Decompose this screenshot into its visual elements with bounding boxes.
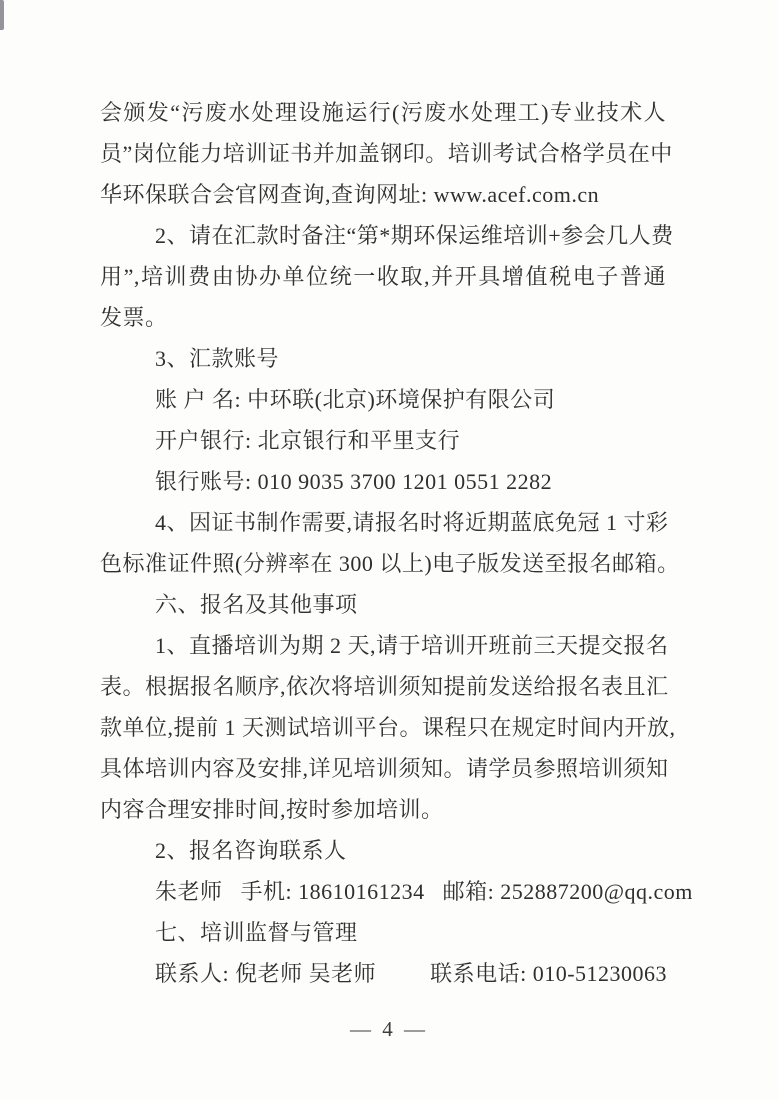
scan-artifact-mark xyxy=(0,0,4,30)
text-line: 具体培训内容及安排,详见培训须知。请学员参照培训须知 xyxy=(100,756,669,781)
text-line: 2、请在汇款时备注“第*期环保运维培训+参会几人费 xyxy=(155,223,674,248)
document-body xyxy=(100,92,693,994)
text-line: 联系人: 倪老师 吴老师 联系电话: 010-51230063 xyxy=(155,961,668,986)
text-line: 款单位,提前 1 天测试培训平台。课程只在规定时间内开放, xyxy=(100,715,676,740)
text-line: 用”,培训费由协办单位统一收取,并开具增值税电子普通 xyxy=(100,264,666,289)
text-line: 银行账号: 010 9035 3700 1201 0551 2282 xyxy=(155,469,553,494)
text-line: 4、因证书制作需要,请报名时将近期蓝底免冠 1 寸彩 xyxy=(155,510,669,535)
text-line: 3、汇款账号 xyxy=(155,346,280,371)
text-line: 1、直播培训为期 2 天,请于培训开班前三天提交报名 xyxy=(155,633,669,658)
text-line: 发票。 xyxy=(100,305,168,330)
text-line: 员”岗位能力培训证书并加盖钢印。培训考试合格学员在中 xyxy=(100,141,673,166)
text-line: 账 户 名: 中环联(北京)环境保护有限公司 xyxy=(155,387,556,412)
text-line: 朱老师 手机: 18610161234 邮箱: 252887200@qq.com xyxy=(155,879,693,904)
text-line: 2、报名咨询联系人 xyxy=(155,838,347,863)
text-line: 内容合理安排时间,按时参加培训。 xyxy=(100,797,444,822)
page-footer xyxy=(0,1014,778,1044)
text-line: 表。根据报名顺序,依次将培训须知提前发送给报名表且汇 xyxy=(100,674,669,699)
text-line: 色标准证件照(分辨率在 300 以上)电子版发送至报名邮箱。 xyxy=(100,551,680,576)
text-line: 七、培训监督与管理 xyxy=(155,920,358,945)
text-line: 会颁发“污废水处理设施运行(污废水处理工)专业技术人 xyxy=(100,100,666,125)
page-number: — 4 — xyxy=(350,1017,428,1041)
text-line: 开户银行: 北京银行和平里支行 xyxy=(155,428,461,453)
text-line: 华环保联合会官网查询,查询网址: www.acef.com.cn xyxy=(100,182,600,207)
text-line: 六、报名及其他事项 xyxy=(155,592,358,617)
